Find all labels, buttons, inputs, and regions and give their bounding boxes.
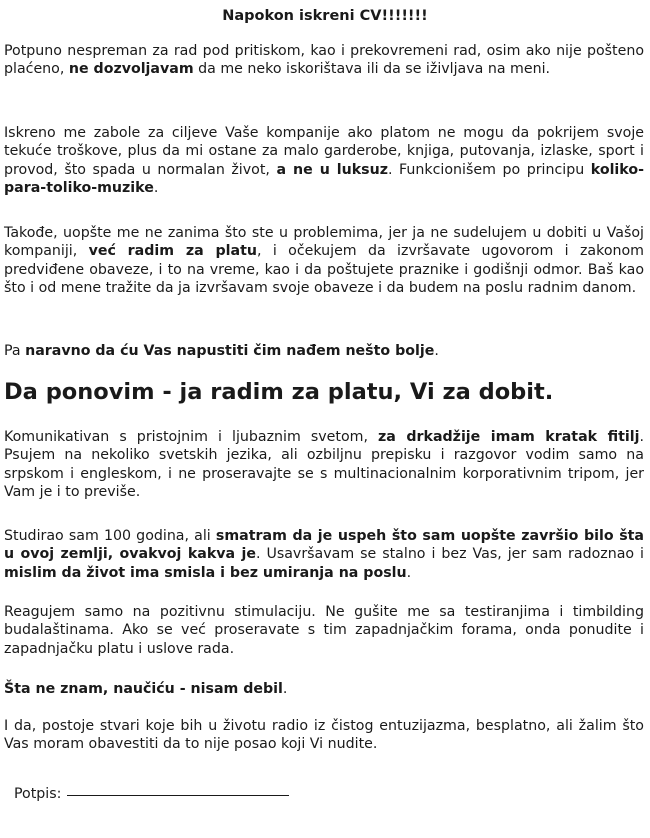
text: Studirao sam 100 godina, ali: [4, 528, 216, 544]
signature-line: [67, 795, 289, 796]
paragraph-stimulation: Reagujem samo na pozitivnu stimulaciju. Ne gušite me sa testiranjima i timbilding budalaštinama. Ako se već proseravate s tim zapadnjačkim forama, onda ponudite i zapadnjačku platu i uslove rada.: [4, 604, 644, 657]
paragraph-salary: [4, 224, 644, 298]
text: , i očekujem da izvršavate ugovorom i zakonom predviđene obaveze, i to na vreme, kao i da poštujete praznike i godišnji odmor. Baš kao što i od mene tražite da ja izvršavam svoje obaveze i da budem na poslu radnim danom.: [4, 243, 644, 297]
bold-text: ne dozvoljavam: [68, 61, 194, 78]
paragraph-pressure: [4, 42, 644, 79]
bold-text: već radim za platu: [88, 243, 257, 260]
bold-text: mislim da život ima smisla i bez umiranja na poslu: [4, 564, 407, 581]
bold-text: a ne u luksuz: [276, 161, 388, 178]
text: .: [434, 343, 439, 359]
paragraph-goals: [4, 124, 644, 198]
bold-text: za drkadžije imam kratak fitilj: [378, 429, 640, 445]
text: . Funkcionišem po principu: [387, 161, 591, 178]
signature-block: [14, 785, 289, 803]
text: Takođe, uopšte me ne zanima što ste u problemima, jer ja ne sudelujem u dobiti u Vašoj kompaniji,: [4, 225, 644, 260]
text: .: [153, 180, 159, 197]
headline: Da ponovim - ja radim za platu, Vi za dobit.: [4, 379, 554, 405]
paragraph-leave: [4, 342, 644, 360]
text: .: [282, 681, 288, 697]
text: Pa: [4, 343, 26, 359]
text: . Usavršavam se stalno i bez Vas, jer sam radoznao i: [255, 546, 644, 563]
signature-label: Potpis:: [14, 786, 62, 802]
bold-text: koliko-para-toliko-muzike: [4, 161, 644, 197]
text: . Psujem na nekoliko svetskih jezika, ali ozbiljnu prepisku i razgovor vodim samo na srpskom i engleskom, i ne proseravajte se s multinacionalnim korporativnim tripom, jer Vam je i to previše.: [4, 429, 645, 501]
text: Iskreno me zabole za ciljeve Vaše kompanije ako platom ne mogu da pokrijem svoje tekuće troškove, plus da mi ostane za malo garderobe, knjiga, putovanja, izlaske, sport i provod, što spada u normalan život,: [4, 125, 644, 178]
paragraph-communication: [4, 428, 644, 502]
bold-text: smatram da je uspeh što sam uopšte završio bilo šta u ovoj zemlji, ovakvoj kakva je: [4, 528, 645, 563]
bold-text: naravno da ću Vas napustiti čim nađem nešto bolje: [25, 343, 435, 359]
text: .: [406, 564, 412, 581]
paragraph-enthusiasm: I da, postoje stvari koje bih u životu radio iz čistog entuzijazma, besplatno, ali žalim što Vas moram obavestiti da to nije posao koji Vi nudite.: [4, 718, 644, 753]
text: Potpuno nespreman za rad pod pritiskom, kao i prekovremeni rad, osim ako nije pošteno plaćeno,: [4, 43, 644, 78]
paragraph-education: [4, 527, 644, 582]
text: Komunikativan s pristojnim i ljubaznim svetom,: [4, 429, 379, 445]
text: da me neko iskorištava ili da se iživljava na meni.: [193, 61, 551, 78]
paragraph-learn: [4, 680, 644, 698]
bold-text: Šta ne znam, naučiću - nisam debil: [4, 681, 283, 697]
document-title: Napokon iskreni CV!!!!!!!: [222, 8, 428, 24]
